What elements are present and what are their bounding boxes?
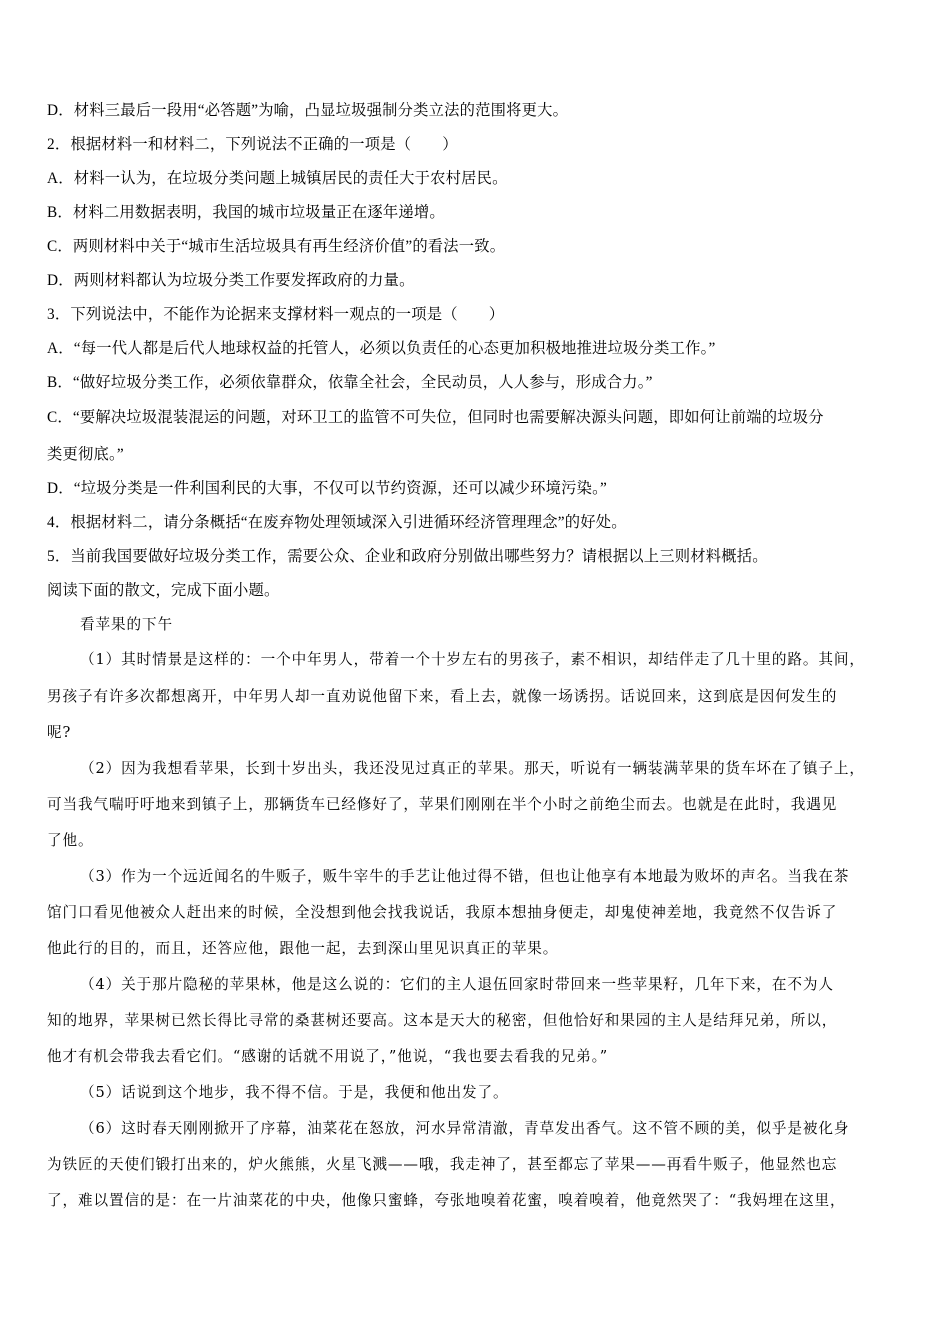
q2-option-b: B．材料二用数据表明，我国的城市垃圾量正在逐年递增。	[47, 204, 445, 221]
essay-p3-line3: 他此行的目的，而且，还答应他，跟他一起，去到深山里见识真正的苹果。	[47, 940, 559, 957]
essay-p6-line2: 为铁匠的天使们锻打出来的，炉火熊熊，火星飞溅——哦，我走神了，甚至都忘了苹果——再看牛贩子，他显然也忘	[47, 1156, 838, 1173]
q2-stem: 2．根据材料一和材料二，下列说法不正确的一项是（ ）	[47, 136, 458, 153]
q3-option-a: A．“每一代人都是后代人地球权益的托管人，必须以负责任的心态更加积极地推进垃圾分类工作。”	[47, 340, 716, 357]
essay-p2-line3: 了他。	[47, 832, 94, 849]
essay-p2-line2: 可当我气喘吁吁地来到镇子上，那辆货车已经修好了，苹果们刚刚在半个小时之前绝尘而去。也就是在此时，我遇见	[47, 796, 838, 813]
q3-option-c-line2: 类更彻底。”	[47, 446, 124, 463]
essay-p3-line2: 馆门口看见他被众人赶出来的时候，全没想到他会找我说话，我原本想抽身便走，却鬼使神差地，我竟然不仅告诉了	[47, 904, 838, 921]
q4: 4．根据材料二，请分条概括“在废弃物处理领域深入引进循环经济管理理念”的好处。	[47, 514, 627, 531]
q2-option-a: A．材料一认为，在垃圾分类问题上城镇居民的责任大于农村居民。	[47, 170, 508, 187]
essay-p4-line2: 知的地界，苹果树已然长得比寻常的桑葚树还要高。这本是天大的秘密，但他恰好和果园的主人是结拜兄弟，所以，	[47, 1012, 838, 1029]
q3-option-c-line1: C．“要解决垃圾混装混运的问题，对环卫工的监管不可失位，但同时也需要解决源头问题，即如何让前端的垃圾分	[47, 409, 824, 426]
essay-p1-line1: （1）其时情景是这样的：一个中年男人，带着一个十岁左右的男孩子，素不相识，却结伴走了几十里的路。其间，	[80, 651, 865, 668]
q3-option-b: B．“做好垃圾分类工作，必须依靠群众，依靠全社会，全民动员，人人参与，形成合力。”	[47, 374, 653, 391]
q1-option-d: D．材料三最后一段用“必答题”为喻，凸显垃圾强制分类立法的范围将更大。	[47, 102, 569, 119]
q2-option-d: D．两则材料都认为垃圾分类工作要发挥政府的力量。	[47, 272, 415, 289]
essay-p4-line1: （4）关于那片隐秘的苹果林，他是这么说的：它们的主人退伍回家时带回来一些苹果籽，几年下来，在不为人	[80, 976, 834, 993]
q3-stem: 3．下列说法中，不能作为论据来支撑材料一观点的一项是（ ）	[47, 306, 505, 323]
essay-p2-line1: （2）因为我想看苹果，长到十岁出头，我还没见过真正的苹果。那天，听说有一辆装满苹果的货车坏在了镇子上，	[80, 760, 865, 777]
essay-p6-line3: 了，难以置信的是：在一片油菜花的中央，他像只蜜蜂，夸张地嗅着花蜜，嗅着嗅着，他竟然哭了：“我妈埋在这里，	[47, 1192, 846, 1209]
essay-p1-line3: 呢?	[47, 724, 72, 741]
q5: 5．当前我国要做好垃圾分类工作，需要公众、企业和政府分别做出哪些努力？请根据以上三则材料概括。	[47, 548, 768, 565]
essay-p6-line1: （6）这时春天刚刚掀开了序幕，油菜花在怒放，河水异常清澈，青草发出香气。这不管不顾的美，似乎是被化身	[80, 1120, 850, 1137]
essay-p5-line1: （5）话说到这个地步，我不得不信。于是，我便和他出发了。	[80, 1084, 509, 1101]
essay-p4-line3: 他才有机会带我去看它们。“感谢的话就不用说了，”他说，“我也要去看我的兄弟。”	[47, 1048, 609, 1065]
reading-instruction: 阅读下面的散文，完成下面小题。	[47, 582, 280, 599]
essay-p3-line1: （3）作为一个远近闻名的牛贩子，贩牛宰牛的手艺让他过得不错，但也让他享有本地最为败坏的声名。当我在茶	[80, 868, 850, 885]
essay-title: 看苹果的下午	[80, 616, 173, 633]
q3-option-d: D．“垃圾分类是一件利国利民的大事，不仅可以节约资源，还可以减少环境污染。”	[47, 480, 607, 497]
q2-option-c: C．两则材料中关于“城市生活垃圾具有再生经济价值”的看法一致。	[47, 238, 506, 255]
essay-p1-line2: 男孩子有许多次都想离开，中年男人却一直劝说他留下来，看上去，就像一场诱拐。话说回来，这到底是因何发生的	[47, 688, 838, 705]
